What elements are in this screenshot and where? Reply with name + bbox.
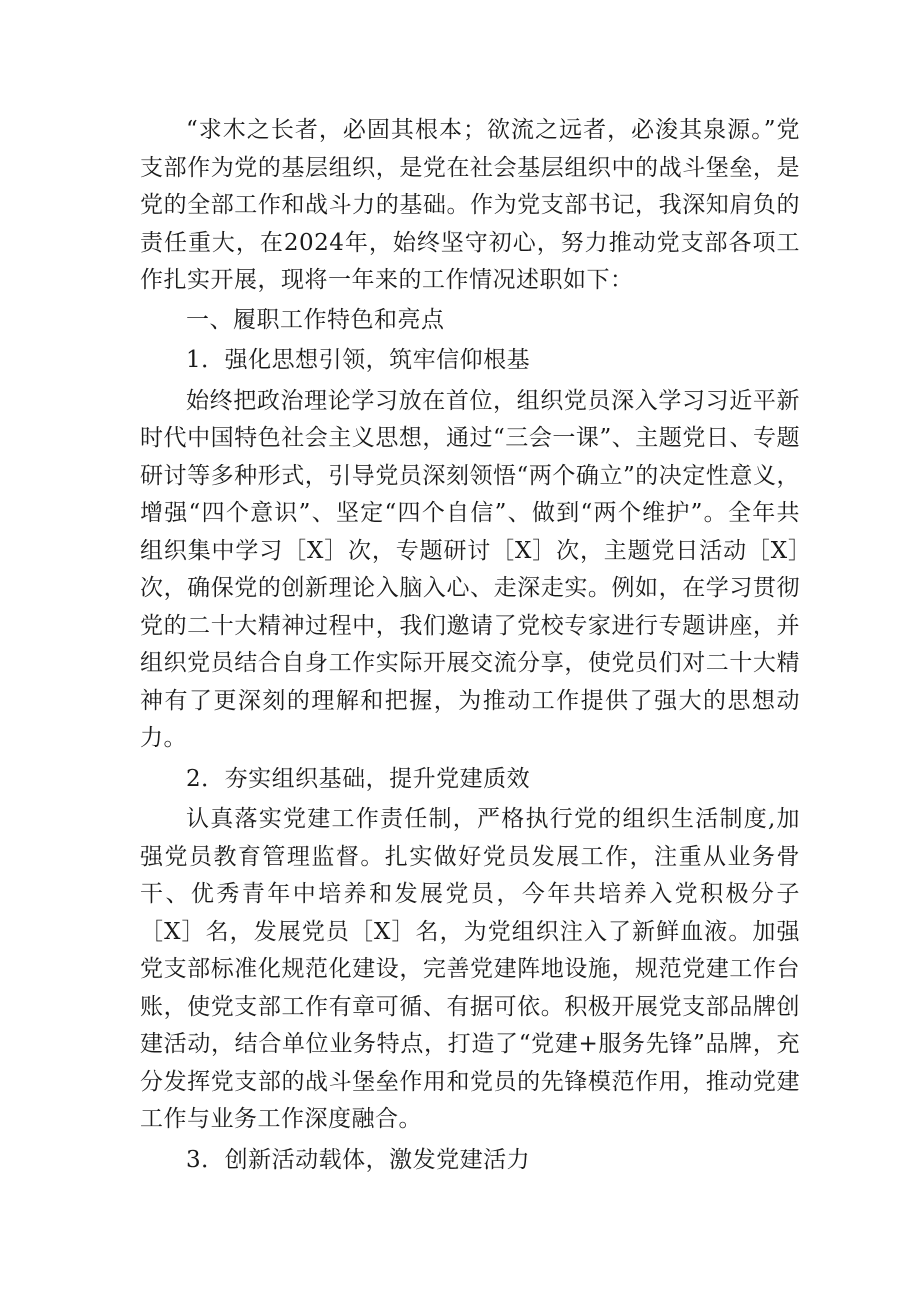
document-body: [140, 112, 800, 1179]
item-paragraph-1: 始终把政治理论学习放在首位，组织党员深入学习习近平新时代中国特色社会主义思想，通过“三会一课”、主题党日、专题研讨等多种形式，引导党员深刻领悟“两个确立”的决定性意义，增强“四个意识”、坚定“四个自信”、做到“两个维护”。全年共组织集中学习［X］次，专题研讨［X］次，主题党日活动［X］次，确保党的创新理论入脑入心、走深走实。例如，在学习贯彻党的二十大精神过程中，我们邀请了党校专家进行专题讲座，并组织党员结合自身工作实际开展交流分享，使党员们对二十大精神有了更深刻的理解和把握，为推动工作提供了强大的思想动力。: [140, 387, 800, 751]
item-paragraph-2: 认真落实党建工作责任制，严格执行党的组织生活制度,加强党员教育管理监督。扎实做好党员发展工作，注重从业务骨干、优秀青年中培养和发展党员，今年共培养入党积极分子［X］名，发展党员［X］名，为党组织注入了新鲜血液。加强党支部标准化规范化建设，完善党建阵地设施，规范党建工作台账，使党支部工作有章可循、有据可依。积极开展党支部品牌创建活动，结合单位业务特点，打造了“党建+服务先锋”品牌，充分发挥党支部的战斗堡垒作用和党员的先锋模范作用，推动党建工作与业务工作深度融合。: [140, 806, 800, 1132]
item-heading-2: 2．夯实组织基础，提升党建质效: [186, 765, 531, 792]
item-heading-3: 3．创新活动载体，激发党建活力: [186, 1146, 531, 1173]
intro-paragraph: “求木之长者，必固其根本；欲流之远者，必浚其泉源。”党支部作为党的基层组织，是党在社会基层组织中的战斗堡垒，是党的全部工作和战斗力的基础。作为党支部书记，我深知肩负的责任重大，在2024年，始终坚守初心，努力推动党支部各项工作扎实开展，现将一年来的工作情况述职如下：: [140, 117, 800, 293]
section-heading-1: 一、履职工作特色和亮点: [186, 306, 445, 333]
item-heading-1: 1．强化思想引领，筑牢信仰根基: [186, 347, 531, 373]
